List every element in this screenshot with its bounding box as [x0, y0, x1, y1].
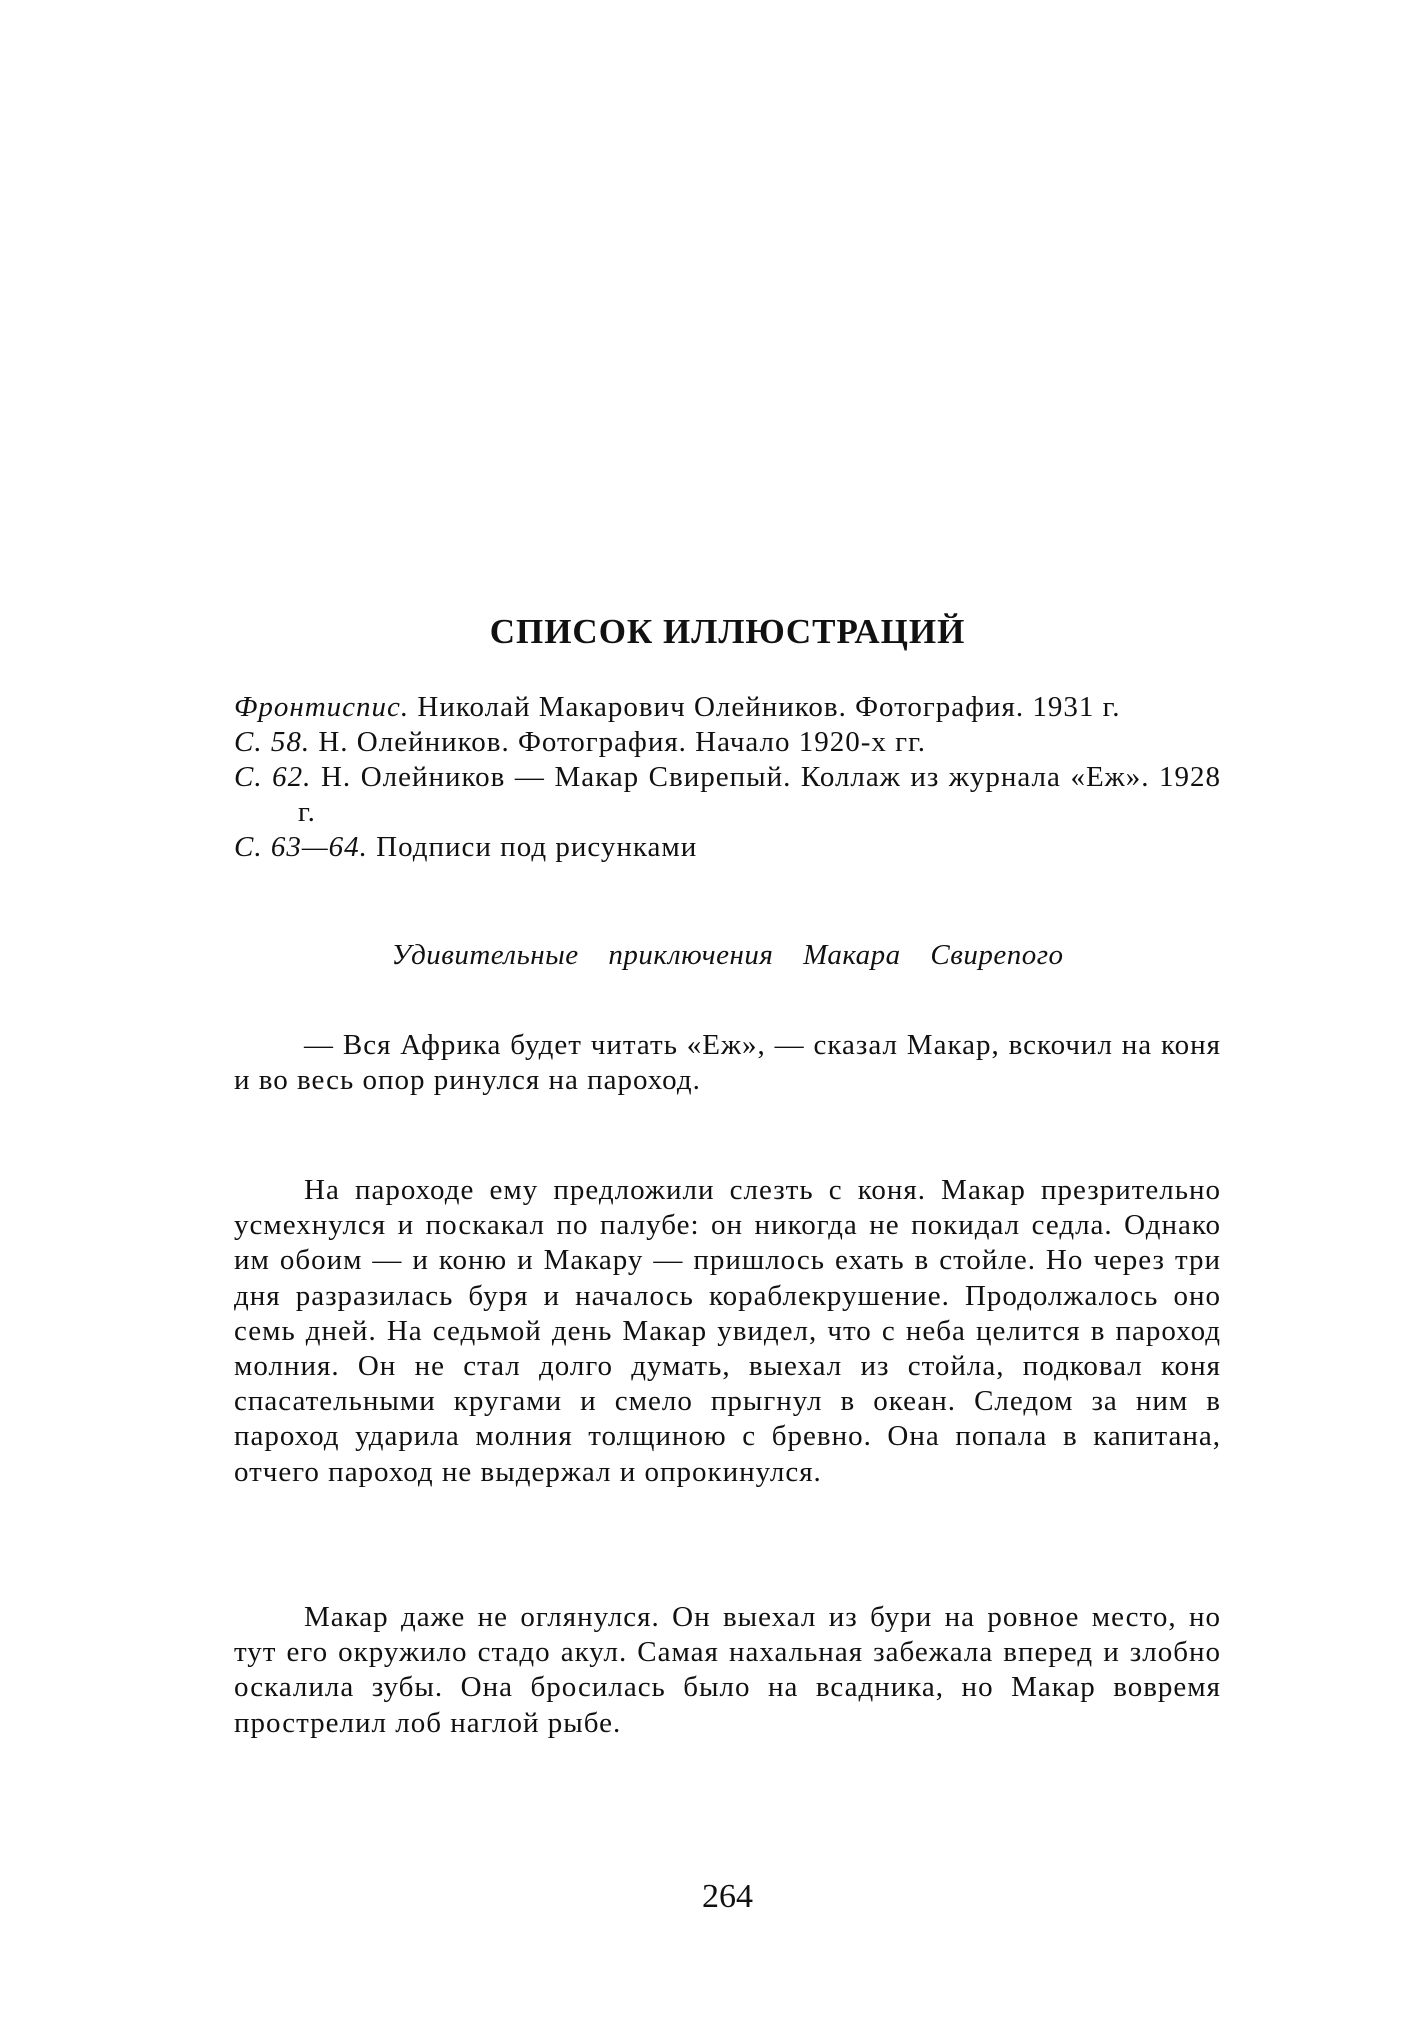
book-page	[234, 0, 1221, 2020]
body-paragraph: Макар даже не оглянулся. Он выехал из бури на ровное место, но тут его окружило стадо акул. Самая нахальная забежала вперед и злобно оскалила зубы. Она бросилась было на всадника, но Макар вовремя прострелил лоб наглой рыбе.	[234, 1601, 1221, 1739]
illustration-label: Фронтиспис.	[234, 691, 410, 723]
illustration-item-p62	[234, 760, 1221, 830]
story-title: Удивительные приключения Макара Свирепого	[391, 939, 1064, 971]
body-paragraph: На пароходе ему предложили слезть с коня. Макар презрительно усмехнулся и поскакал по палубе: он никогда не покидал седла. Однако им обоим — и коню и Макару — пришлось ехать в стойле. Но через три дня разразилась буря и началось кораблекрушение. Продолжалось оно семь дней. На седьмой день Макар увидел, что с неба целится в пароход молния. Он не стал долго думать, выехал из стойла, подковал коня спасательными кругами и смело прыгнул в океан. Следом за ним в пароход ударила молния толщиною с бревно. Она попала в капитана, отчего пароход не выдержал и опрокинулся.	[234, 1174, 1221, 1488]
illustration-item-frontispiece	[234, 690, 1221, 725]
illustration-text: Николай Макарович Олейников. Фотография. 1931 г.	[409, 691, 1121, 723]
illustration-text: Н. Олейников — Макар Свирепый. Коллаж из журнала «Еж». 1928 г.	[298, 761, 1221, 828]
section-heading: СПИСОК ИЛЛЮСТРАЦИЙ	[489, 612, 966, 651]
illustration-label: С. 62.	[234, 761, 312, 793]
illustration-text: Подписи под рисунками	[367, 831, 698, 863]
illustration-label: С. 58.	[234, 726, 311, 758]
illustration-item-p63-64	[234, 830, 1221, 865]
illustration-label: С. 63—64.	[234, 831, 368, 863]
page-number: 264	[702, 1878, 753, 1915]
body-paragraph: — Вся Африка будет читать «Еж», — сказал Макар, вскочил на коня и во весь опор ринулся на пароход.	[234, 1029, 1221, 1097]
illustration-item-p58	[234, 725, 1221, 760]
illustration-text: Н. Олейников. Фотография. Начало 1920-х гг.	[310, 726, 926, 758]
illustrations-list	[234, 690, 1221, 865]
